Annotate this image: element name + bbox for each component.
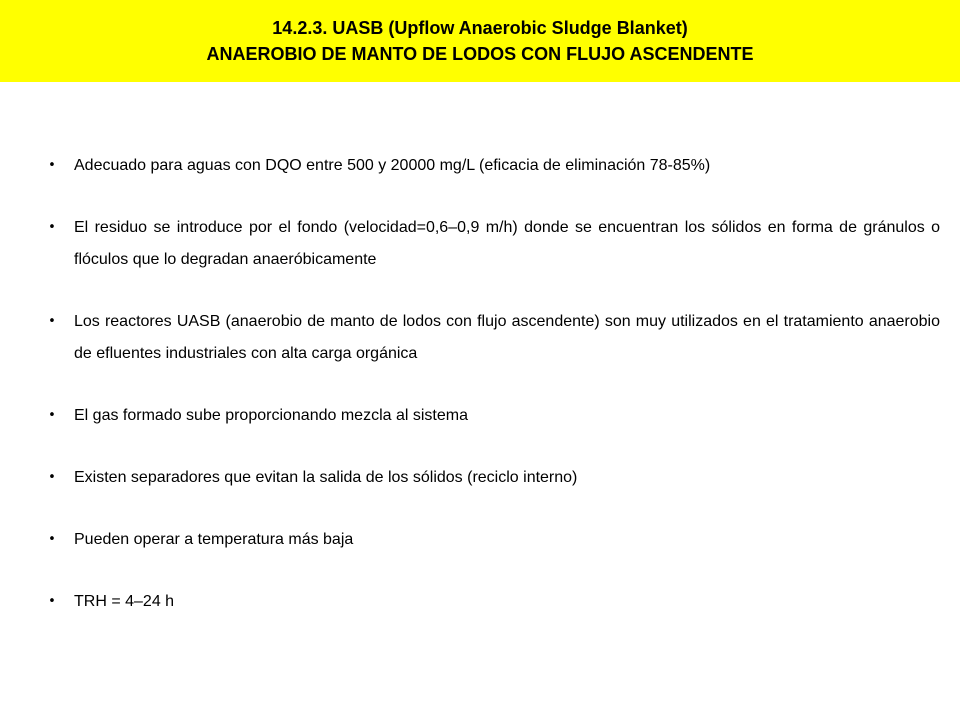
bullet-text: Existen separadores que evitan la salida de los sólidos (reciclo interno) bbox=[74, 469, 578, 486]
bullet-icon: • bbox=[48, 408, 56, 423]
bullet-item bbox=[42, 524, 940, 556]
bullet-item bbox=[42, 150, 940, 182]
bullet-item bbox=[42, 586, 940, 618]
bullet-text: TRH = 4–24 h bbox=[74, 593, 175, 610]
bullet-item bbox=[42, 462, 940, 494]
bullet-icon: • bbox=[48, 314, 56, 329]
bullet-icon: • bbox=[48, 532, 56, 547]
bullet-item bbox=[42, 212, 940, 276]
bullet-icon: • bbox=[48, 594, 56, 609]
bullet-text: Pueden operar a temperatura más baja bbox=[74, 531, 354, 548]
bullet-item bbox=[42, 400, 940, 432]
title-banner bbox=[0, 0, 960, 82]
slide-subtitle: ANAEROBIO DE MANTO DE LODOS CON FLUJO ASCENDENTE bbox=[206, 44, 754, 64]
bullet-text: Los reactores UASB (anaerobio de manto de lodos con flujo ascendente) son muy utilizados en el tratamiento anaerobio de efluentes industriales con alta carga orgánica bbox=[74, 313, 940, 362]
bullet-icon: • bbox=[48, 220, 56, 235]
slide-title: 14.2.3. UASB (Upflow Anaerobic Sludge Blanket) bbox=[272, 18, 688, 38]
bullet-icon: • bbox=[48, 470, 56, 485]
bullet-text: El gas formado sube proporcionando mezcla al sistema bbox=[74, 407, 468, 424]
bullet-text: El residuo se introduce por el fondo (velocidad=0,6–0,9 m/h) donde se encuentran los sólidos en forma de gránulos o flóculos que lo degradan anaeróbicamente bbox=[74, 219, 940, 268]
bullet-text: Adecuado para aguas con DQO entre 500 y 20000 mg/L (eficacia de eliminación 78-85%) bbox=[74, 157, 711, 174]
bullet-icon: • bbox=[48, 158, 56, 173]
bullet-list bbox=[42, 150, 940, 648]
bullet-item bbox=[42, 306, 940, 370]
